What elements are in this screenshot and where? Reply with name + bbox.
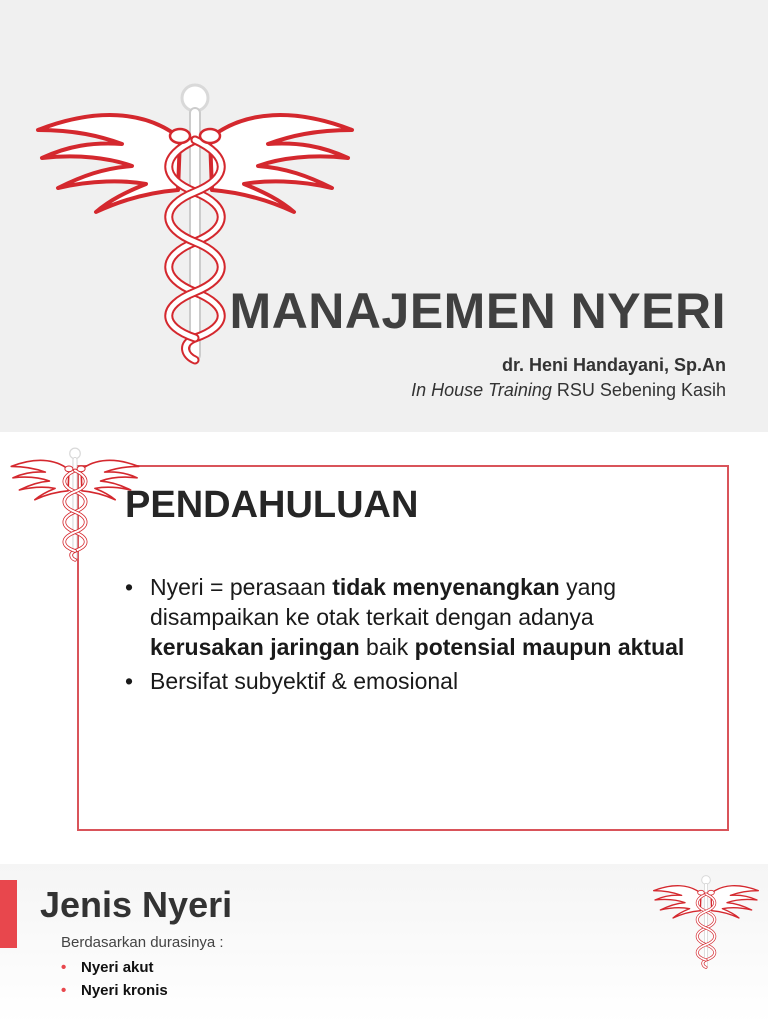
list-item-label: Nyeri akut <box>81 959 154 976</box>
slide-heading: Jenis Nyeri <box>40 884 233 925</box>
bullet-text: yang disampaikan ke otak terkait dengan adanya <box>150 574 616 630</box>
bullet-marker: • <box>61 982 67 999</box>
list-item-label: Nyeri kronis <box>81 982 168 999</box>
bullet-marker: • <box>125 668 134 694</box>
event-name: RSU Sebening Kasih <box>551 380 726 400</box>
bullet-marker: • <box>61 959 67 976</box>
slide-subtitle: Berdasarkan durasinya : <box>61 934 224 951</box>
caduceus-icon <box>8 446 142 562</box>
accent-bar <box>0 880 17 948</box>
bullet-item <box>125 666 695 696</box>
event-italic: In House Training <box>411 380 552 400</box>
bullet-item <box>125 572 695 662</box>
bullet-marker: • <box>125 574 134 600</box>
presentation-title: MANAJEMEN NYERI <box>229 283 726 339</box>
caduceus-icon <box>651 874 761 969</box>
slide-heading: PENDAHULUAN <box>125 484 419 526</box>
pain-type-list <box>61 956 168 1002</box>
bullet-bold-text: kerusakan jaringan <box>150 634 360 660</box>
list-item <box>61 956 168 979</box>
title-slide <box>0 0 768 432</box>
bullet-text: Nyeri = perasaan <box>150 574 333 600</box>
bullet-text: baik <box>359 634 415 660</box>
event-line <box>411 380 726 401</box>
bullet-bold-text: tidak menyenangkan <box>332 574 560 600</box>
types-slide <box>0 864 768 1024</box>
bullet-bold-text: potensial maupun aktual <box>414 634 685 660</box>
author-name: dr. Heni Handayani, Sp.An <box>501 355 726 375</box>
list-item <box>61 979 168 1002</box>
intro-slide <box>0 432 768 864</box>
bullet-text: Bersifat subyektif & emosional <box>150 668 459 694</box>
bullet-list <box>125 572 695 700</box>
